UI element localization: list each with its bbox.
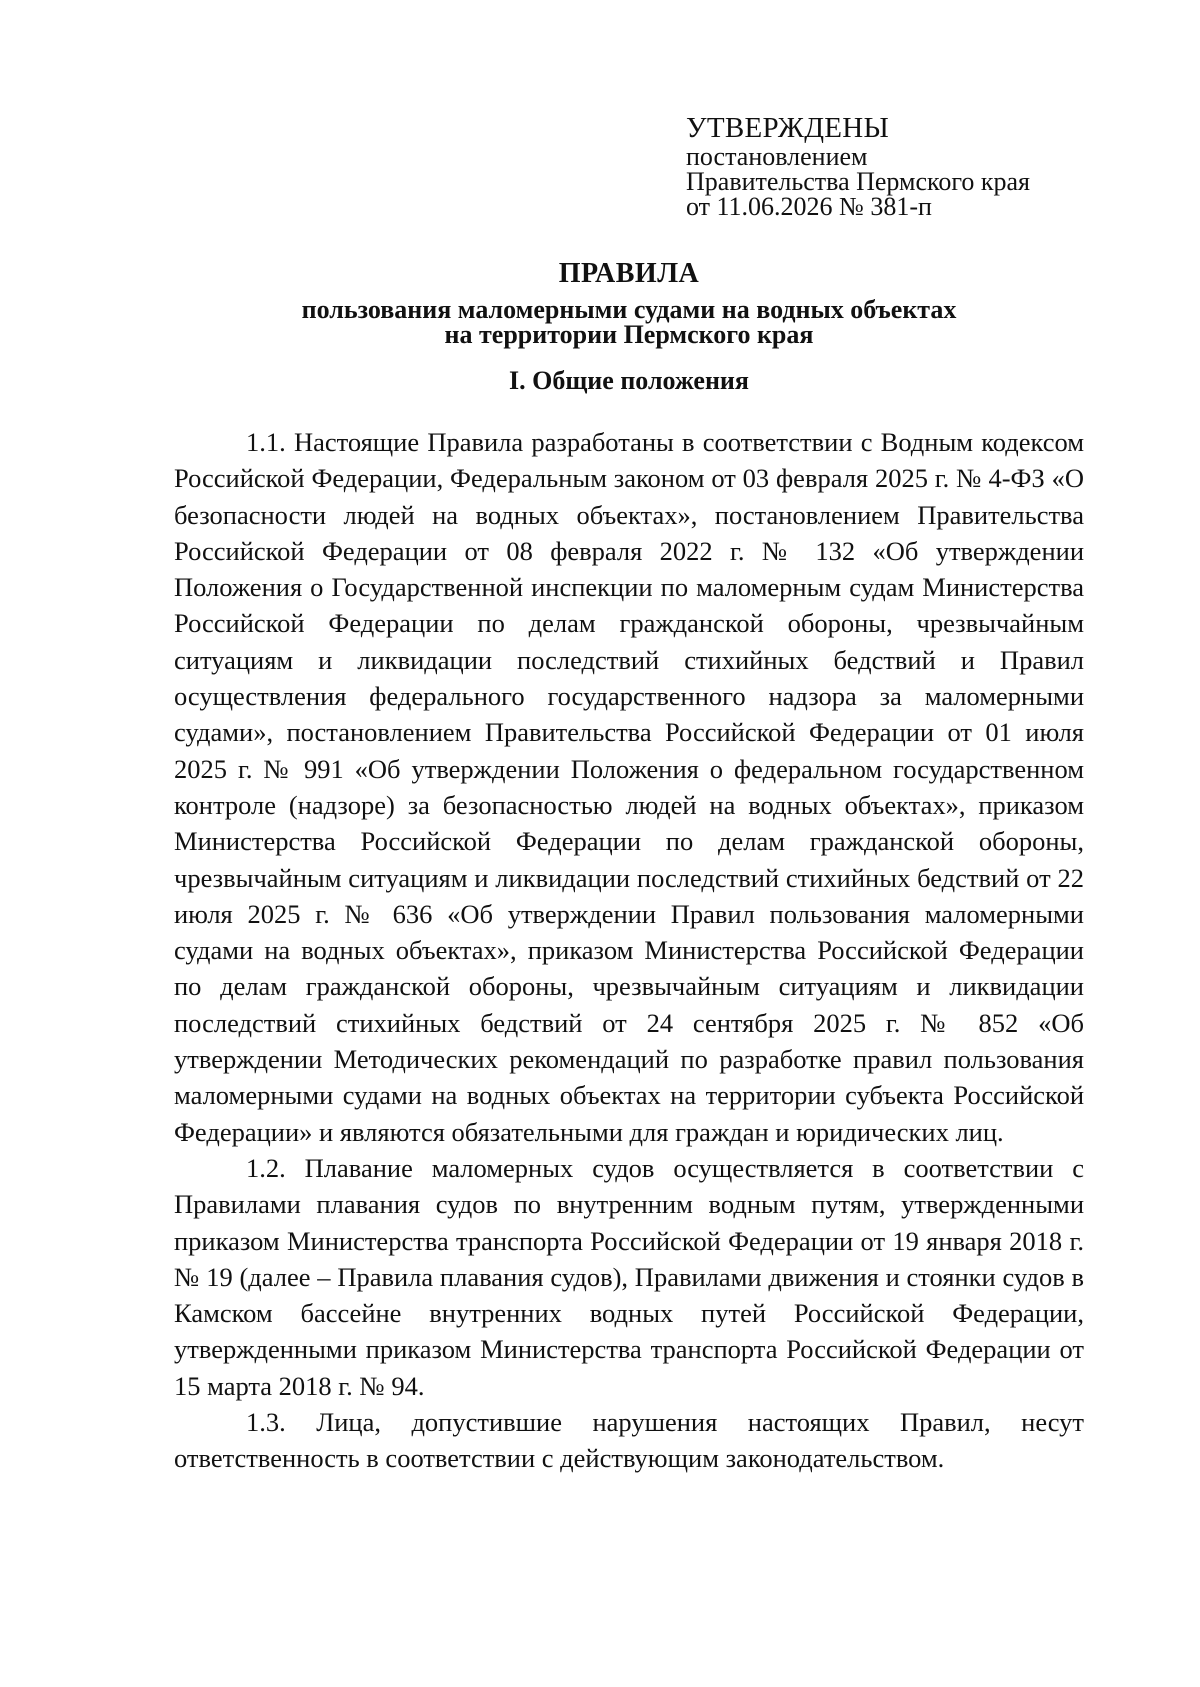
approval-line-2: Правительства Пермского края (686, 167, 1030, 196)
approval-stamp: УТВЕРЖДЕНЫ (686, 112, 890, 144)
subtitle-line-1: пользования маломерными судами на водных объектах (301, 295, 957, 324)
subtitle-line-2: на территории Пермского края (444, 320, 814, 349)
approval-line-1: постановлением (686, 142, 868, 171)
paragraph-1-1: 1.1. Настоящие Правила разработаны в соответствии с Водным кодексом Российской Федерации, Федеральным законом от 03 февраля 2025 г. № 4-ФЗ «О безопасности людей на водных объектах», постановлением Правительства Российской Федерации от 08 февраля 2022 г. № 132 «Об утверждении Положения о Государственной инспекции по маломерным судам Министерства Российской Федерации по делам гражданской обороны, чрезвычайным ситуациям и ликвидации последствий стихийных бедствий и Правил осуществления федерального государственного надзора за маломерными судами», постановлением Правительства Российской Федерации от 01 июля 2025 г. № 991 «Об утверждении Положения о федеральном государственном контроле (надзоре) за безопасностью людей на водных объектах», приказом Министерства Российской Федерации по делам гражданской обороны, чрезвычайным ситуациям и ликвидации последствий стихийных бедствий от 22 июля 2025 г. № 636 «Об утверждении Правил пользования маломерными судами на водных объектах», приказом Министерства Российской Федерации по делам гражданской обороны, чрезвычайным ситуациям и ликвидации последствий стихийных бедствий от 24 сентября 2025 г. № 852 «Об утверждении Методических рекомендаций по разработке правил пользования маломерными судами на водных объектах на территории субъекта Российской Федерации» и являются обязательными для граждан и юридических лиц. (174, 427, 1084, 1147)
section-heading: I. Общие положения (509, 366, 749, 395)
paragraph-1-3: 1.3. Лица, допустившие нарушения настоящих Правил, несут ответственность в соответствии с действующим законодательством. (174, 1407, 1084, 1474)
document-subtitle (174, 297, 1084, 347)
document-title: ПРАВИЛА (558, 258, 700, 289)
approval-block (686, 112, 1166, 219)
document-body (174, 424, 1084, 1477)
paragraph-1-2: 1.2. Плавание маломерных судов осуществляется в соответствии с Правилами плавания судов по внутренним водным путям, утвержденными приказом Министерства транспорта Российской Федерации от 19 января 2018 г. № 19 (далее – Правила плавания судов), Правилами движения и стоянки судов в Камском бассейне внутренних водных путей Российской Федерации, утвержденными приказом Министерства транспорта Российской Федерации от 15 марта 2018 г. № 94. (174, 1152, 1084, 1401)
approval-line-3: от 11.06.2026 № 381-п (686, 192, 932, 221)
